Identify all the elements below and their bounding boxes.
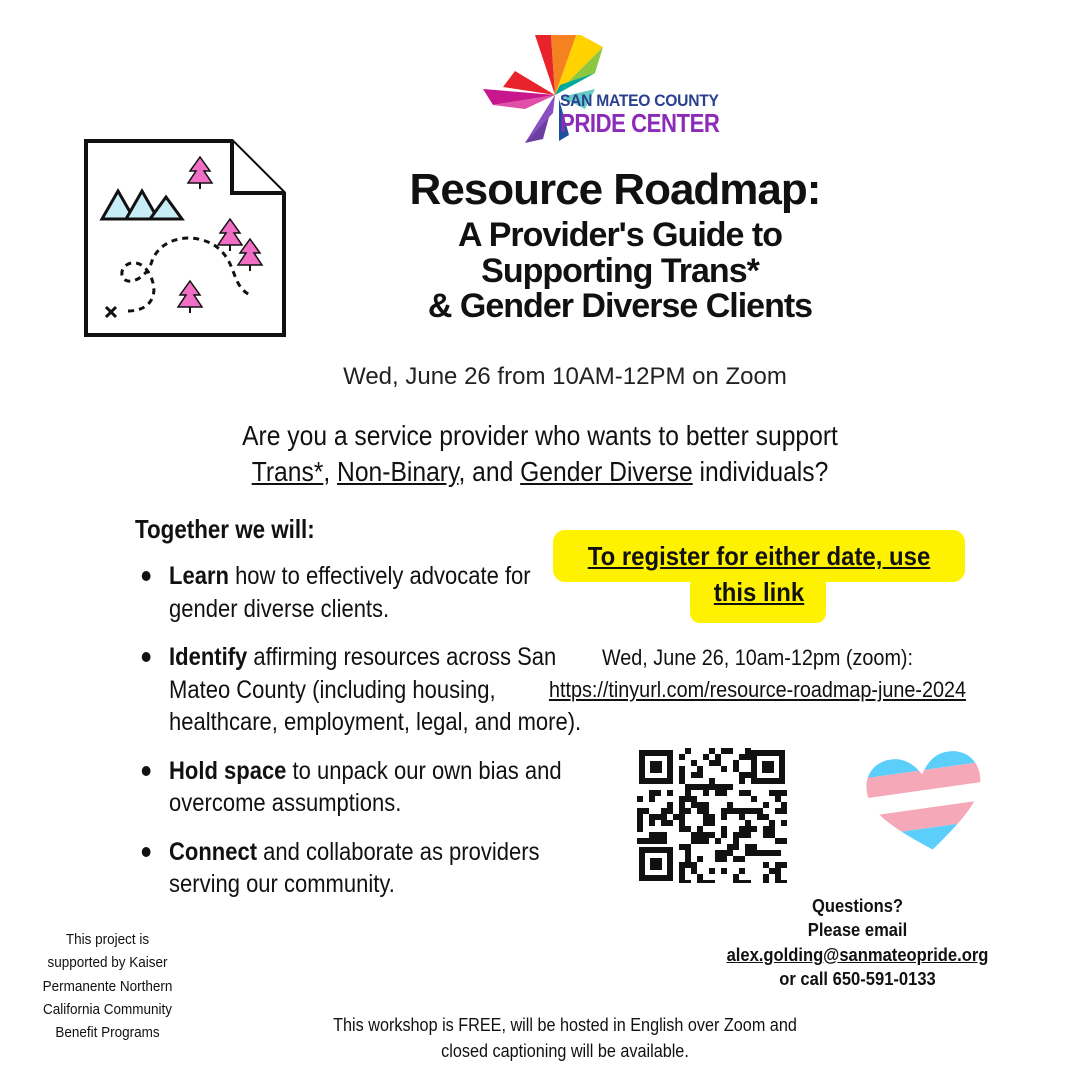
bullet-icon <box>142 847 151 857</box>
contact-phone: or call 650-591-0133 <box>779 968 936 989</box>
subtitle-line-2: Supporting Trans* <box>481 251 759 290</box>
list-item <box>140 560 591 625</box>
bullet-icon <box>142 652 151 662</box>
footer-note: This workshop is FREE, will be hosted in English over Zoom and closed captioning will be available. <box>333 1015 797 1062</box>
bullet-keyword: Connect <box>169 837 258 866</box>
email-prompt: Please email <box>807 920 908 941</box>
bullet-text: and collaborate as providers serving our community. <box>169 837 540 898</box>
bullet-text: to unpack our own bias and overcome assumptions. <box>169 756 562 817</box>
logo-line-county: SAN MATEO COUNTY <box>560 91 719 110</box>
subtitle-line-1: A Provider's Guide to <box>458 216 782 254</box>
qr-code-icon[interactable] <box>637 748 787 883</box>
list-item <box>140 836 591 901</box>
bullet-keyword: Identify <box>169 643 248 671</box>
question-line-1: Are you a service provider who wants to better support <box>242 420 838 451</box>
logo-line-pride-center: PRIDE CENTER <box>560 108 720 138</box>
contact-email-link[interactable]: alex.golding@sanmateopride.org <box>726 944 989 965</box>
page-subtitle <box>330 218 910 325</box>
question-end: individuals? <box>692 455 829 487</box>
session-link[interactable]: https://tinyurl.com/resource-roadmap-june-2024 <box>548 677 967 702</box>
goals-list <box>140 560 610 917</box>
contact-info <box>713 894 1003 991</box>
bullet-text: how to effectively advocate for gender diverse clients. <box>169 562 531 623</box>
bullet-icon <box>142 571 151 581</box>
together-heading: Together we will: <box>135 514 315 544</box>
page-title: Resource Roadmap: <box>409 165 821 214</box>
bullet-icon <box>142 766 151 776</box>
non-binary-link[interactable]: Non-Binary <box>337 455 459 487</box>
question-separator: , and <box>458 455 521 487</box>
support-note: This project is supported by Kaiser Permanente Northern California Community Benefit Programs <box>42 931 173 1041</box>
bullet-keyword: Learn <box>169 562 229 590</box>
register-link[interactable]: To register for either date, use this link <box>587 541 931 608</box>
list-item <box>140 755 591 820</box>
questions-heading: Questions? <box>811 896 904 916</box>
intro-question <box>170 418 909 489</box>
trans-link[interactable]: Trans* <box>251 455 324 487</box>
question-separator: , <box>323 455 338 487</box>
treasure-map-icon <box>80 135 290 340</box>
list-item <box>140 641 591 739</box>
event-date: Wed, June 26 from 10AM-12PM on Zoom <box>343 363 787 390</box>
subtitle-line-3: & Gender Diverse Clients <box>427 287 813 326</box>
gender-diverse-link[interactable]: Gender Diverse <box>520 455 693 487</box>
bullet-text: affirming resources across San Mateo County (including housing, healthcare, employment, legal, and more). <box>169 643 582 736</box>
question-line-2 <box>170 454 909 490</box>
trans-flag-heart-icon <box>865 750 987 855</box>
logo-wordmark <box>560 92 748 136</box>
session-details: Wed, June 26, 10am-12pm (zoom): <box>601 645 914 670</box>
bullet-keyword: Hold space <box>169 756 287 785</box>
